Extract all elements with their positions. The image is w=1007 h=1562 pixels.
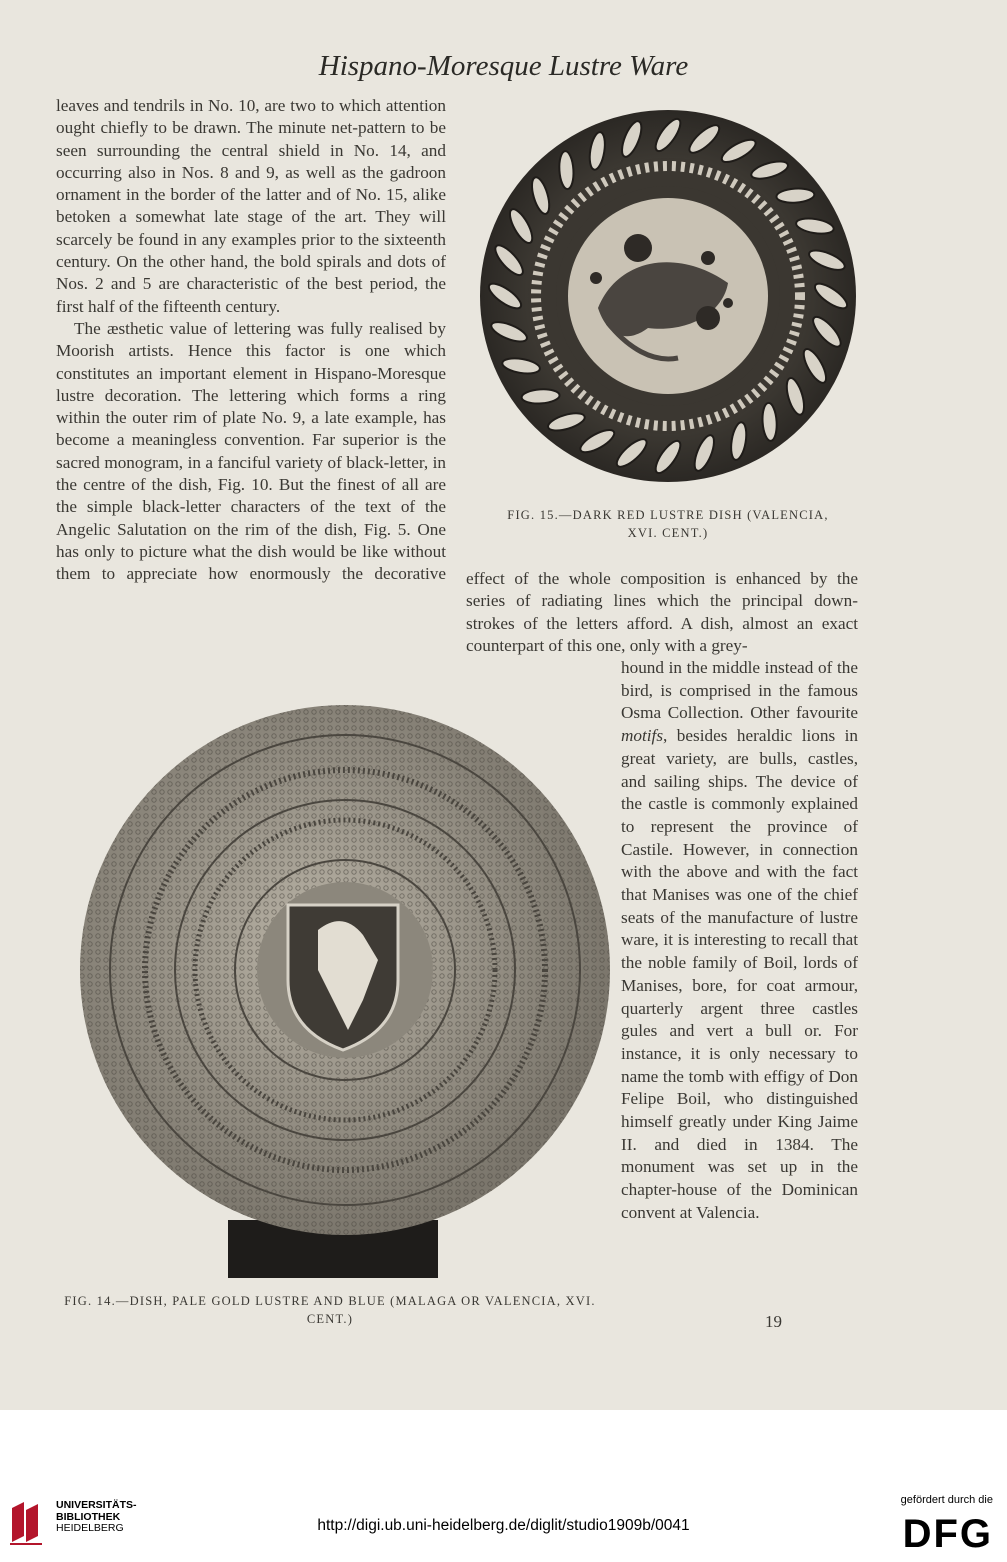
left-text-column xyxy=(56,95,446,586)
figure-14-caption: FIG. 14.—DISH, PALE GOLD LUSTRE AND BLUE (MALAGA OR VALENCIA, XVI. CENT.) xyxy=(64,1294,596,1326)
narrow-text-part-2: , besides heraldic lions in great variety, are bulls, castles, and sailing ships. The device of the castle is commonly explained to represent the province of Castile. However, in connection with the above and with the fact that Manises was one of the chief seats of the manufacture of lustre ware, it is interesting to recall that the noble family of Boil, lords of Manises, bore, for coat armour, quarterly argent three castles gules and vert a bull or. For instance, it is only necessary to name the tomb with effigy of Don Felipe Boil, who distinguished himself greatly under King Jaime II. and died in 1384. The monument was set up in the chapter-house of the Dominican convent at Valencia. xyxy=(621,726,858,1222)
library-line-2: BIBLIOTHEK xyxy=(56,1510,121,1523)
narrow-text-part-1: hound in the middle instead of the bird, is comprised in the famous Osma Collection. Other favourite xyxy=(621,658,858,723)
page-number: 19 xyxy=(765,1312,782,1331)
paragraph-1: leaves and tendrils in No. 10, are two to which attention ought chiefly to be drawn. The minute net-pattern to be seen surrounding the central shield in No. 14, and occurring also in Nos. 8 and 9, as well as the gadroon ornament in the border of the latter and of No. 15, alike betoken a somewhat late stage of the art. They will scarcely be found in any examples prior to the sixteenth century. On the other hand, the bold spirals and dots of Nos. 2 and 5 are characteristic of the best period, the first half of the fifteenth century. xyxy=(56,96,446,316)
figure-15-caption-line-1: FIG. 15.—DARK RED LUSTRE DISH (VALENCIA, xyxy=(507,508,829,522)
dish-illustration-14 xyxy=(78,700,612,1284)
funded-by-label: gefördert durch die xyxy=(900,1494,993,1506)
library-line-1: UNIVERSITÄTS- xyxy=(56,1499,137,1511)
motifs-italic: motifs xyxy=(621,726,664,746)
paragraph-2: The æsthetic value of lettering was fully realised by Moorish artists. Hence this factor is one which constitutes an important element in Hispano-Moresque lustre decoration. The lettering which forms a ring within the outer rim of plate No. 9, a late example, has become a meaningless convention. Far superior is the sacred monogram, in a fanciful variety of black-letter, in the centre of the dish, Fig. 10. But the finest of all are the simple black-letter characters of the text of the Angelic Salutation on the rim of the dish, Fig. 5. One has only to picture what the dish would be like without them to appreciate how enormously the decorative xyxy=(56,318,446,584)
library-line-3: HEIDELBERG xyxy=(56,1522,124,1534)
right-paragraph-narrow xyxy=(621,657,858,1225)
running-title: Hispano-Moresque Lustre Ware xyxy=(318,50,689,82)
dfg-logo: DFG xyxy=(902,1512,993,1556)
dish-illustration-15 xyxy=(478,108,858,484)
figure-14-image xyxy=(78,700,612,1284)
digitization-footer xyxy=(0,1410,1007,1562)
right-text-narrow xyxy=(621,657,858,1225)
right-text-wide xyxy=(466,568,858,657)
figure-15-image xyxy=(478,108,858,484)
figure-15-caption xyxy=(490,506,846,542)
figure-15-caption-line-2: XVI. CENT.) xyxy=(627,526,709,540)
source-url-link[interactable]: http://digi.ub.uni-heidelberg.de/diglit/studio1909b/0041 xyxy=(317,1517,690,1534)
right-paragraph-wide: effect of the whole composition is enhanced by the series of radiating lines which the principal down-strokes of the letters afford. A dish, almost an exact counterpart of this one, only with a grey- xyxy=(466,569,858,655)
